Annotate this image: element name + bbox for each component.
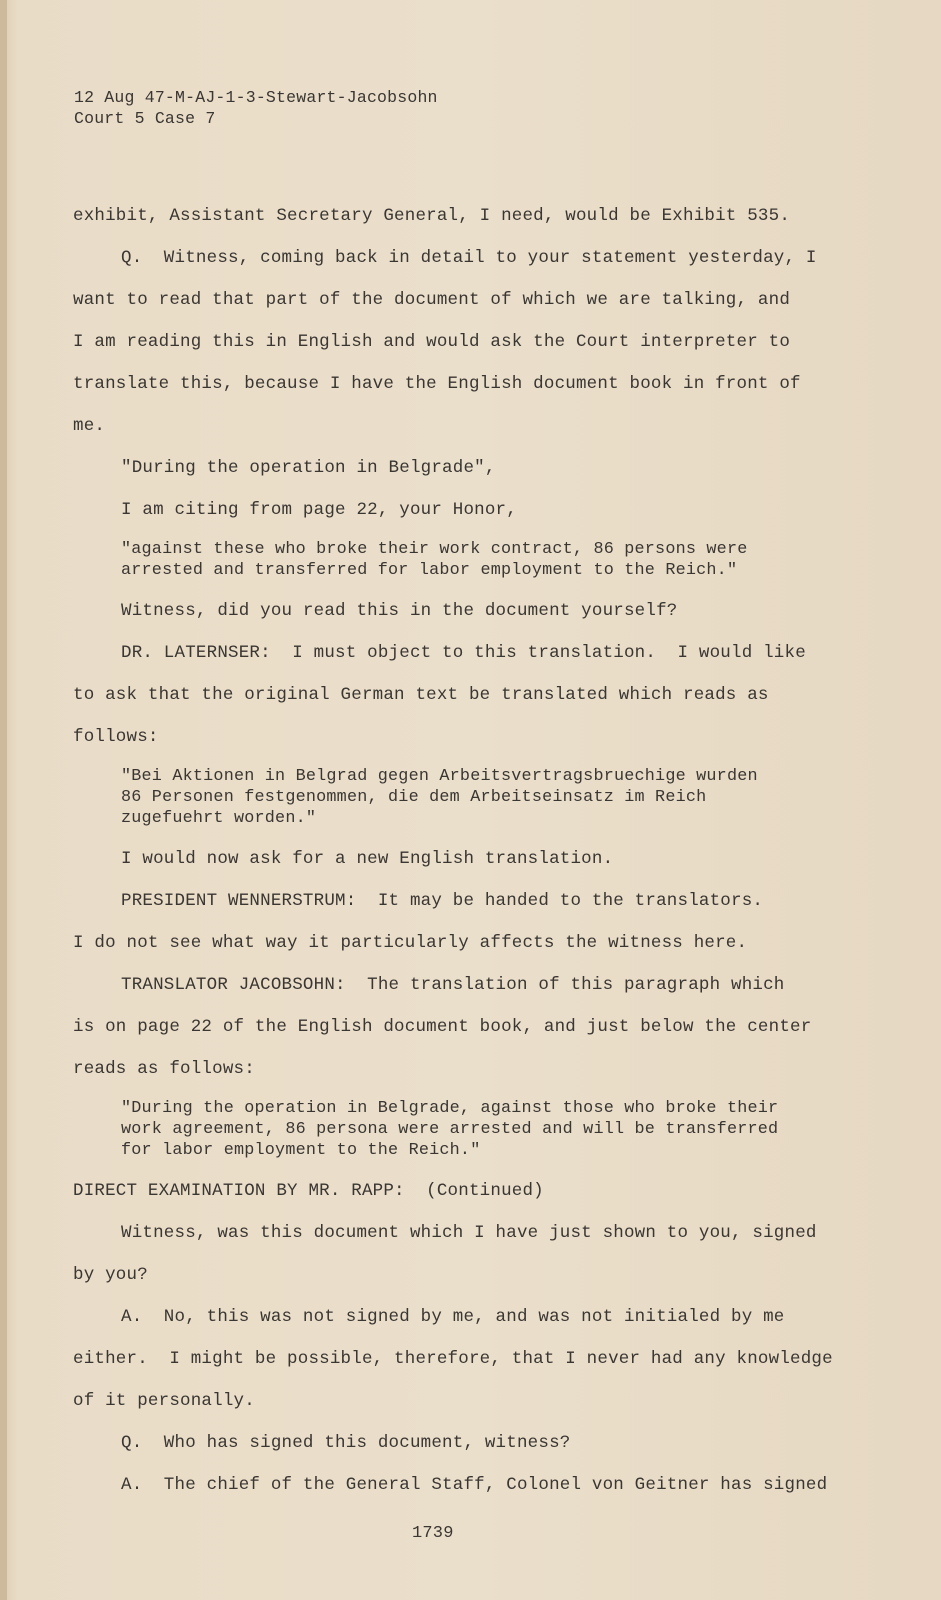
text-line: I am citing from page 22, your Honor, — [121, 500, 517, 520]
text-line: I would now ask for a new English translation. — [121, 849, 614, 869]
text-line: Witness, did you read this in the document yourself? — [121, 601, 678, 621]
header-line-2: Court 5 Case 7 — [74, 109, 216, 128]
quote-line: "against these who broke their work contract, 86 persons were — [121, 540, 748, 559]
speaker-line: DR. LATERNSER: I must object to this translation. I would like — [121, 643, 806, 663]
question-line: Q. Who has signed this document, witness? — [121, 1433, 571, 1453]
text-line: Witness, was this document which I have just shown to you, signed — [121, 1223, 817, 1243]
text-line: of it personally. — [73, 1391, 255, 1411]
page-edge — [0, 0, 7, 1600]
text-line: is on page 22 of the English document book, and just below the center — [73, 1017, 812, 1037]
text-line: me. — [73, 416, 106, 436]
german-quote-line: zugefuehrt worden." — [121, 809, 317, 828]
section-heading: DIRECT EXAMINATION BY MR. RAPP: (Continued) — [73, 1181, 544, 1201]
text-line: Q. Witness, coming back in detail to your statement yesterday, I — [121, 248, 817, 268]
quote-line: work agreement, 86 persona were arrested and will be transferred — [121, 1120, 779, 1139]
speaker-line: TRANSLATOR JACOBSOHN: The translation of this paragraph which — [121, 975, 785, 995]
text-line: I do not see what way it particularly affects the witness here. — [73, 933, 748, 953]
quote-line: arrested and transferred for labor employment to the Reich." — [121, 561, 738, 580]
text-line: to ask that the original German text be translated which reads as — [73, 685, 769, 705]
text-line: want to read that part of the document of which we are talking, and — [73, 290, 791, 310]
speaker-line: PRESIDENT WENNERSTRUM: It may be handed to the translators. — [121, 891, 764, 911]
page-number: 1739 — [412, 1524, 454, 1543]
text-line: translate this, because I have the English document book in front of — [73, 374, 801, 394]
quote-line: "During the operation in Belgrade", — [121, 458, 496, 478]
answer-line: A. The chief of the General Staff, Colonel von Geitner has signed — [121, 1475, 828, 1495]
quote-line: for labor employment to the Reich." — [121, 1141, 481, 1160]
german-quote-line: "Bei Aktionen in Belgrad gegen Arbeitsvertragsbruechige wurden — [121, 767, 758, 786]
text-line: I am reading this in English and would ask the Court interpreter to — [73, 332, 791, 352]
header-line-1: 12 Aug 47-M-AJ-1-3-Stewart-Jacobsohn — [74, 88, 438, 107]
text-line: follows: — [73, 727, 159, 747]
text-line: reads as follows: — [73, 1059, 255, 1079]
german-quote-line: 86 Personen festgenommen, die dem Arbeitseinsatz im Reich — [121, 788, 707, 807]
quote-line: "During the operation in Belgrade, against those who broke their — [121, 1099, 779, 1118]
answer-line: A. No, this was not signed by me, and was not initialed by me — [121, 1307, 785, 1327]
text-line: either. I might be possible, therefore, that I never had any knowledge — [73, 1349, 833, 1369]
text-line: by you? — [73, 1265, 148, 1285]
text-line: exhibit, Assistant Secretary General, I need, would be Exhibit 535. — [73, 206, 791, 226]
